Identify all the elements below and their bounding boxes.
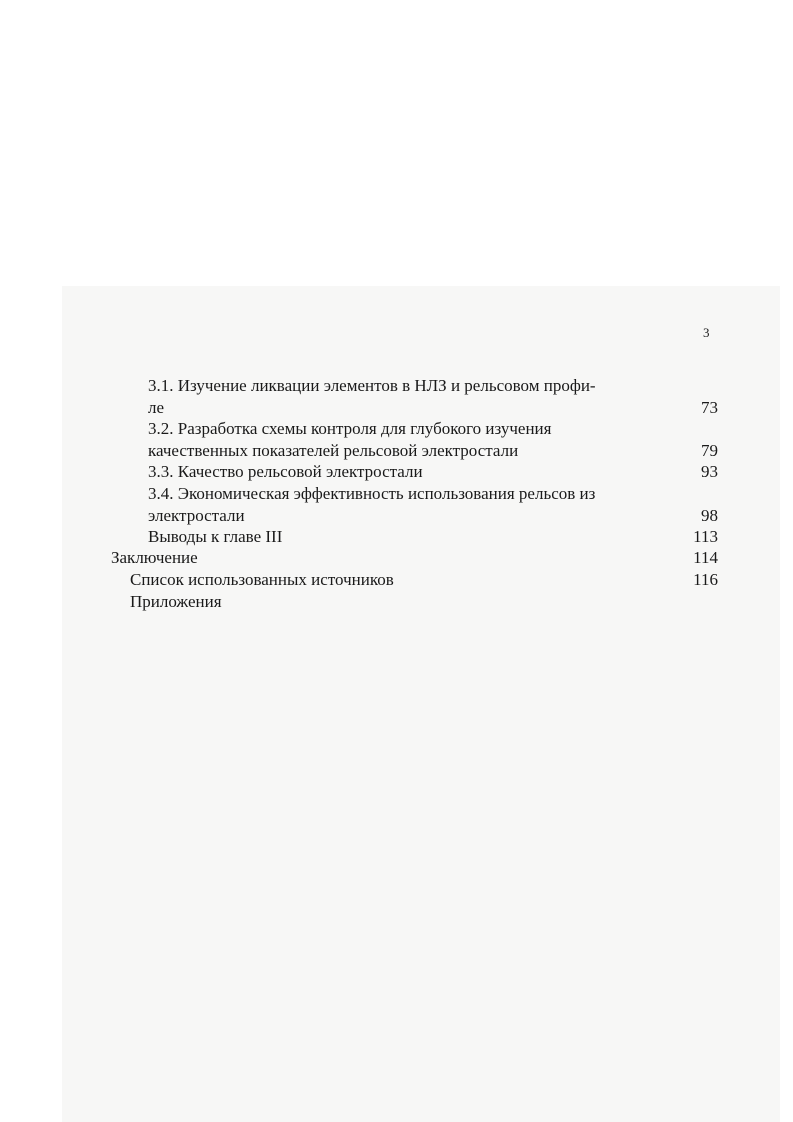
toc-entry-conclusions: Выводы к главе III: [148, 527, 283, 546]
toc-entry-3-1-line1: 3.1. Изучение ликвации элементов в НЛЗ и рельсовом профи-: [148, 376, 596, 395]
toc-entry-3-4-line1: 3.4. Экономическая эффективность использования рельсов из: [148, 484, 596, 503]
toc-page-3-3: 93: [701, 462, 718, 481]
toc-entry-3-4-line2: электростали: [148, 506, 245, 525]
scanned-region: [62, 286, 780, 1122]
toc-page-3-2: 79: [701, 441, 718, 460]
toc-page-3-4: 98: [701, 506, 718, 525]
page-number: 3: [703, 325, 710, 340]
toc-entry-3-3: 3.3. Качество рельсовой электростали: [148, 462, 423, 481]
toc-page-references: 116: [693, 570, 718, 589]
toc-entry-references: Список использованных источников: [130, 570, 394, 589]
toc-entry-3-2-line2: качественных показателей рельсовой электростали: [148, 441, 519, 460]
toc-entry-summary: Заключение: [111, 548, 198, 567]
toc-entry-3-2-line1: 3.2. Разработка схемы контроля для глубокого изучения: [148, 419, 552, 438]
toc-entry-3-1-line2: ле: [148, 398, 165, 417]
toc-entry-appendices: Приложения: [130, 592, 222, 611]
toc-page-conclusions: 113: [693, 527, 718, 546]
toc-page-3-1: 73: [701, 398, 718, 417]
toc-page-summary: 114: [693, 548, 718, 567]
